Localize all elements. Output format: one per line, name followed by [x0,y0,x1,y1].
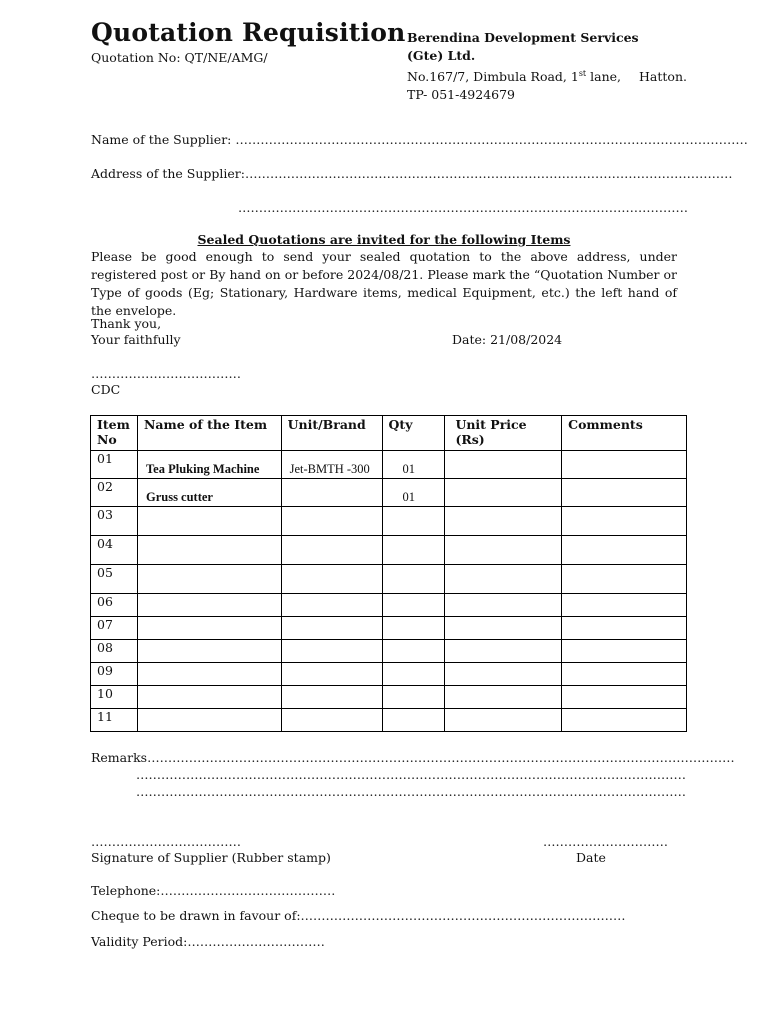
qty-cell: 01 [382,451,445,479]
unit-brand-cell [281,565,382,594]
item-name-cell: Gruss cutter [137,479,281,507]
supplier-date-label: Date [576,850,606,865]
unit-price-cell[interactable] [445,640,562,663]
comments-cell[interactable] [562,617,687,640]
item-name-cell [137,686,281,709]
organization-phone: TP- 051-4924679 [407,87,516,103]
table-row [91,507,687,536]
unit-price-cell[interactable] [445,617,562,640]
telephone-field[interactable]: Telephone:…………………………………… [91,883,336,898]
unit-price-cell[interactable] [445,709,562,732]
unit-price-cell[interactable] [445,536,562,565]
unit-brand-cell [281,594,382,617]
comments-cell[interactable] [562,594,687,617]
qty-cell [382,640,445,663]
item-no-cell: 03 [91,507,138,536]
item-no-cell: 02 [91,479,138,507]
unit-price-cell[interactable] [445,663,562,686]
header-unit-price: Unit Price (Rs) [445,416,562,451]
qty-cell [382,709,445,732]
supplier-signature-line[interactable]: ……………………………… [91,834,241,849]
unit-price-cell[interactable] [445,565,562,594]
unit-brand-cell [281,709,382,732]
invitation-heading: Sealed Quotations are invited for the following Items [197,232,571,247]
unit-price-cell[interactable] [445,507,562,536]
unit-brand-cell [281,663,382,686]
table-row [91,479,687,507]
organization-block [407,29,687,104]
table-row [91,451,687,479]
quotation-number: Quotation No: QT/NE/AMG/ [91,50,268,65]
supplier-address-line2[interactable]: ……………………………………………………………………………………………… [238,200,688,215]
item-no-cell: 09 [91,663,138,686]
comments-cell[interactable] [562,507,687,536]
organization-name: Berendina Development Services [407,30,639,45]
qty-cell [382,594,445,617]
header-item-no: Item No [91,416,138,451]
qty-cell [382,507,445,536]
table-row [91,594,687,617]
table-header-row [91,416,687,451]
unit-price-cell[interactable] [445,451,562,479]
item-name-cell [137,565,281,594]
table-row [91,686,687,709]
item-no-cell: 06 [91,594,138,617]
item-no-cell: 11 [91,709,138,732]
header-qty: Qty [382,416,445,451]
unit-brand-cell [281,640,382,663]
comments-cell[interactable] [562,640,687,663]
item-no-cell: 08 [91,640,138,663]
unit-brand-cell [281,536,382,565]
item-name-cell [137,594,281,617]
remarks-line2[interactable]: …………………………………………………………………………………………………………………… [136,767,686,782]
qty-cell [382,663,445,686]
comments-cell[interactable] [562,451,687,479]
supplier-address-field[interactable]: Address of the Supplier:……………………………………………………………………………………………………… [91,166,733,181]
thanks-text: Thank you, [91,316,162,331]
unit-brand-cell: Jet-BMTH -300 [281,451,382,479]
unit-brand-cell [281,686,382,709]
unit-brand-cell [281,507,382,536]
qty-cell [382,536,445,565]
items-table [90,415,687,732]
remarks-line3[interactable]: …………………………………………………………………………………………………………………… [136,784,686,799]
signature-line: ……………………………… [91,366,241,381]
table-row [91,617,687,640]
comments-cell[interactable] [562,663,687,686]
comments-cell[interactable] [562,565,687,594]
item-name-cell [137,640,281,663]
supplier-signature-label: Signature of Supplier (Rubber stamp) [91,850,331,865]
unit-brand-cell [281,479,382,507]
header-item-name: Name of the Item [137,416,281,451]
table-row [91,536,687,565]
table-row [91,709,687,732]
validity-field[interactable]: Validity Period:…………………………… [91,934,325,949]
unit-price-cell[interactable] [445,594,562,617]
supplier-name-field[interactable]: Name of the Supplier: …………………………………………………………………………………………………………… [91,132,748,147]
qty-cell: 01 [382,479,445,507]
organization-name-suffix: (Gte) Ltd. [407,48,476,63]
item-name-cell [137,536,281,565]
comments-cell[interactable] [562,686,687,709]
qty-cell [382,686,445,709]
table-row [91,640,687,663]
issue-date: Date: 21/08/2024 [452,332,563,347]
supplier-date-line[interactable]: ………………………… [543,834,668,849]
item-no-cell: 04 [91,536,138,565]
item-no-cell: 10 [91,686,138,709]
table-row [91,565,687,594]
header-comments: Comments [562,416,687,451]
faithfully-text: Your faithfully [91,332,181,347]
item-no-cell: 07 [91,617,138,640]
item-no-cell: 05 [91,565,138,594]
item-name-cell [137,663,281,686]
item-name-cell [137,617,281,640]
document-title: Quotation Requisition [91,18,406,47]
organization-address: No.167/7, Dimbula Road, 1st lane, Hatton. [407,69,687,85]
header-unit-brand: Unit/Brand [281,416,382,451]
item-name-cell: Tea Pluking Machine [137,451,281,479]
table-row [91,663,687,686]
invitation-body: Please be good enough to send your sealed quotation to the above address, under registered post or By hand on or before 2024/08/21. Please mark the “Quotation Number or Type of goods (Eg; Stationary, Hardware items, medical Equipment, etc.) the left hand of the envelope. [91,249,677,318]
item-name-cell [137,709,281,732]
remarks-field[interactable]: Remarks…………………………………………………………………………………………………………………………… [91,750,735,765]
item-no-cell: 01 [91,451,138,479]
unit-brand-cell [281,617,382,640]
comments-cell[interactable] [562,479,687,507]
comments-cell[interactable] [562,536,687,565]
qty-cell [382,565,445,594]
item-name-cell [137,507,281,536]
qty-cell [382,617,445,640]
comments-cell[interactable] [562,709,687,732]
cheque-field[interactable]: Cheque to be drawn in favour of:…………………………………………………………………… [91,908,626,923]
signatory: CDC [91,382,121,397]
unit-price-cell[interactable] [445,686,562,709]
unit-price-cell[interactable] [445,479,562,507]
